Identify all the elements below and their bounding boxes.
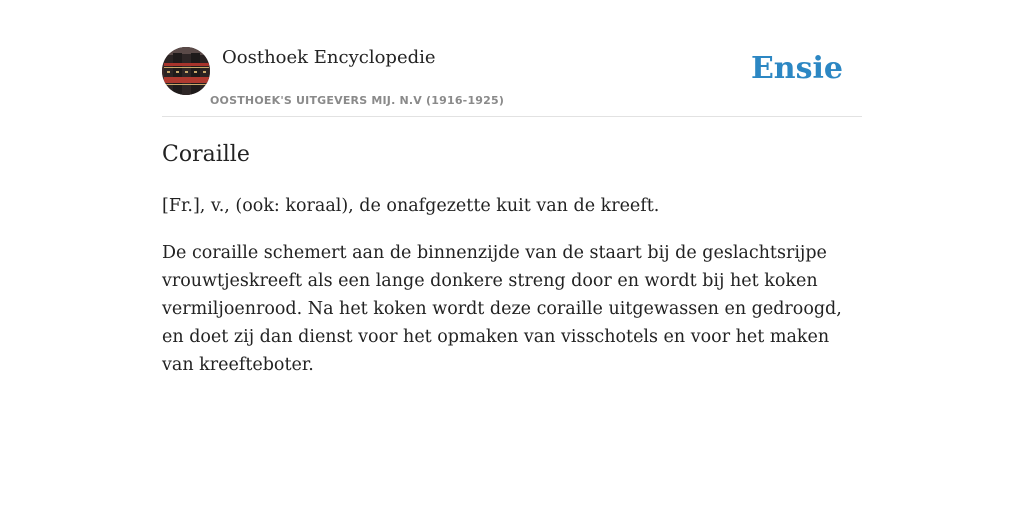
page (162, 0, 862, 512)
source-title[interactable]: Oosthoek Encyclopedie (222, 47, 436, 68)
source-header (162, 0, 862, 117)
entry-title: Coraille (162, 142, 250, 167)
source-subtitle: OOSTHOEK'S UITGEVERS MIJ. N.V (1916-1925) (210, 94, 505, 107)
source-avatar[interactable] (162, 47, 210, 95)
entry-paragraph: De coraille schemert aan de binnenzijde van de staart bij de geslachtsrijpe vrouwtjeskreeft als een lange donkere streng door en wordt bij het koken vermiljoenrood. Na het koken wordt deze coraille uitgewassen en gedroogd, en doet zij dan dienst voor het opmaken van visschotels en voor het maken van kreefteboter. (162, 243, 842, 375)
entry-paragraph: [Fr.], v., (ook: koraal), de onafgezette kuit van de kreeft. (162, 196, 660, 216)
ensie-logo-link[interactable]: Ensie (750, 51, 843, 86)
book-spines-icon (162, 47, 210, 95)
